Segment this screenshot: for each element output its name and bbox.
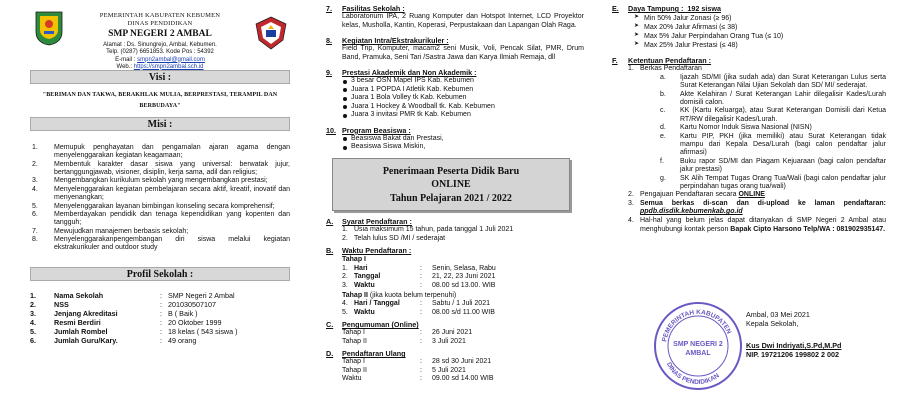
school-name: SMP NEGERI 2 AMBAL — [108, 29, 212, 40]
school-phone: Telp. (0287) 6651853. Kode Pos : 54392 — [106, 49, 214, 56]
fasilitas-text: Laboratorium IPA, 2 Ruang Komputer dan Hotspot Internet, LCD Proyektor kelas, Musholla, Kantin, Koperasi, Perpustakaan dan Lapangan Olah Raga. — [342, 13, 584, 29]
table-row: 4. Resmi Berdiri : 20 Oktober 1999 — [30, 317, 222, 327]
list-item: Beasiswa Bakat dan Prestasi, — [342, 135, 584, 144]
list-item: ➤ Min 50% Jalur Zonasi (≥ 96) — [634, 14, 886, 23]
waktu-section: B. Waktu Pendaftaran : Tahap I 1. Hari : Senin, Selasa, Rabu 2. Tanggal : 21, 22, 23 Juni 2021 3. Waktu : 08.00 sd 13.00. WIB Tahap II (jika kuota belum terpenuhi) 4. Hari / Tanggal : Sabtu / 1 Juli 2021 5. Waktu : 08.00 s/d 11.00 WIB — [326, 246, 584, 317]
kegiatan-title: Kegiatan Intra/Ekstrakurikuler : — [342, 36, 449, 46]
table-row: 6. Jumlah Guru/Kary. : 49 orang — [30, 335, 197, 345]
daya-tampung-section: E. Daya Tampung : 192 siswa ➤ Min 50% Jalur Zonasi (≥ 96) ➤ Max 20% Jalur Afirmasi (≤ 38) ➤ Max 5% Jalur Perpindahan Orang Tua (≤ 10) ➤ Max 25% Jalur Prestasi (≤ 48) — [612, 4, 886, 50]
list-item: Juara 1 POPDA I Atletik Kab. Kebumen — [342, 86, 584, 95]
svg-text:SMP NEGERI 2: SMP NEGERI 2 — [673, 341, 723, 348]
prestasi-list — [326, 77, 584, 120]
list-item: Juara 1 Bola Volley tk Kab. Kebumen — [342, 94, 584, 103]
middle-panel — [302, 0, 594, 400]
list-item: g. SK Alih Tempat Tugas Orang Tua/Wali (bagi calon pendaftar jalur perpindahan tugas orang tua/wali) — [660, 174, 886, 190]
list-item: f. Buku rapor SD/MI dan Piagam Kejuaraan (bagi calon pendaftar jalur prestasi) — [660, 157, 886, 174]
email-link[interactable]: smpn2ambal@gmail.com — [137, 56, 205, 63]
list-item: 8. Menyelenggarakanpengembangan diri siswa melalui kegiatan ekstrakurikuler and outdoor study — [32, 236, 290, 252]
table-row: 1. Hari : Senin, Selasa, Rabu — [342, 264, 496, 272]
visi-statement: "BERIMAN DAN TAKWA, BERAKHLAK MULIA, BERPRESTASI, TERAMPIL DAN BERBUDAYA" — [42, 92, 278, 110]
school-logo-icon — [254, 16, 288, 50]
signature-name: Kus Dwi Indriyati,S.Pd,M.Pd — [746, 341, 842, 351]
svg-text:AMBAL: AMBAL — [685, 350, 711, 357]
berkas-list — [640, 74, 886, 191]
pengumuman-section: C. Pengumuman (Online) Tahap I : 26 Juni 2021 Tahap II : 3 Juli 2021 — [326, 320, 584, 346]
syarat-section: A. Syarat Pendaftaran : 1. Usia maksimum 15 tahun, pada tanggal 1 Juli 2021 2. Telah lulus SD /MI / sederajat — [326, 217, 584, 243]
signature-nip: NIP. 19721206 199802 2 002 — [746, 349, 839, 359]
website-link[interactable]: https://smpn2ambal.sch.id — [133, 63, 204, 70]
letterhead-text — [70, 12, 250, 71]
svg-text:PEMERINTAH KABUPATEN: PEMERINTAH KABUPATEN — [661, 308, 733, 343]
list-item: a. Ijazah SD/MI (jika sudah ada) dan Surat Keterangan Lulus serta Surat Keterangan Nilai Ujian Sekolah dan SD/ MI/ sederajat. — [660, 73, 886, 90]
list-item: 6. Memberdayakan pendidik dan tenaga kependidikan yang kopenten dan tangguh; — [32, 210, 290, 227]
prestasi-section: 9. Prestasi Akademik dan Non Akademik : 3 besar OSN Mapel IPS Kab. Kebumen Juara 1 POPDA I Atletik Kab. Kebumen Juara 1 Bola Volley tk Kab. Kebumen Juara 1 Hockey & Woodball tk. Kab. Kebumen Juara 3 invitasi PMR tk Kab. Kebumen — [326, 68, 584, 120]
list-item: 3. Mengembangkan kurikulum sekolah yang mengembangkan prestasi; — [32, 177, 268, 185]
list-item: 2. Pengajuan Pendaftaran secara ONLINE — [628, 191, 765, 199]
school-website: Web.: https://smpn2ambal.sch.id — [116, 63, 204, 70]
list-item: 3. Semua berkas di-scan dan di-upload ke laman pendaftaran: ppdb.disdik.kebumenkab.go.id — [628, 199, 886, 216]
list-item: c. KK (Kartu Keluarga), atau Surat Keterangan Domisili dari Ketua RT/RW dilegalisir Kades/Lurah. — [660, 107, 886, 123]
department-name: DINAS PENDIDIKAN — [127, 20, 193, 28]
list-item: b. Akte Kelahiran / Surat Keterangan Lahir dilegalisir Kades/Lurah domisili calon. — [660, 90, 886, 107]
table-row: Tahap II : 3 Juli 2021 — [342, 337, 466, 345]
signature-place-date: Ambal, 03 Mei 2021 — [746, 310, 810, 319]
letterhead — [30, 4, 290, 70]
profil-table — [30, 291, 238, 345]
signature-role: Kepala Sekolah, — [746, 318, 799, 328]
list-item: 5. Menyelenggarakan layanan bimbingan konseling secara komprehensif; — [32, 202, 275, 210]
list-item: 2. Telah lulus SD /MI / sederajat — [342, 234, 446, 242]
list-item: Beasiswa Siswa Miskin, — [342, 143, 584, 152]
ppdb-link[interactable]: ppdb.disdik.kebumenkab.go.id — [640, 208, 743, 216]
kegiatan-text: Field Trip, Komputer, macam2 seni Musik, Voli, Pencak Silat, PMR, Drum Band, Pramuka, Seni Tari /Sastra Jawa dan Karya Ilmiah Remaja, dll — [342, 45, 584, 61]
list-item: 7. Mewujudkan manajemen berbasis sekolah; — [32, 227, 189, 235]
list-item: Juara 3 invitasi PMR tk Kab. Kebumen — [342, 111, 584, 120]
fasilitas-section: 7. Fasilitas Sekolah : Laboratorium IPA, 2 Ruang Komputer dan Hotspot Internet, LCD Proyektor kelas, Musholla, Kantin, Koperasi, Perpustakaan dan Lapangan Olah Raga. — [326, 4, 584, 29]
table-row: 1. Nama Sekolah : SMP Negeri 2 Ambal — [30, 290, 235, 300]
table-row: Waktu : 09.00 sd 14.00 WIB — [342, 375, 494, 383]
profil-heading: Profil Sekolah : — [30, 267, 290, 281]
table-row: 3. Waktu : 08.00 sd 13.00. WIB — [342, 282, 496, 289]
kegiatan-section: 8. Kegiatan Intra/Ekstrakurikuler : Field Trip, Komputer, macam2 seni Musik, Voli, Pencak Silat, PMR, Drum Band, Pramuka, Seni Tari /Sastra Jawa dan Karya Ilmiah Remaja, dll — [326, 36, 584, 61]
list-item: ➤ Max 25% Jalur Prestasi (≤ 48) — [634, 41, 886, 50]
table-row: 2. Tanggal : 21, 22, 23 Juni 2021 — [342, 273, 496, 281]
misi-list — [30, 144, 290, 253]
kebumen-regency-logo-icon — [34, 10, 64, 46]
kuota-list — [612, 14, 886, 50]
signature-block — [746, 311, 841, 360]
table-row: Tahap I : 26 Juni 2021 — [342, 329, 473, 337]
table-row: Tahap I : 28 sd 30 Juni 2021 — [342, 358, 492, 366]
right-panel — [598, 0, 900, 400]
school-stamp-icon — [652, 300, 744, 392]
daftar-ulang-section: D. Pendaftaran Ulang Tahap I : 28 sd 30 Juni 2021 Tahap II : 5 Juli 2021 Waktu : 09.00 sd 14.00 WIB — [326, 349, 584, 384]
fasilitas-title: Fasilitas Sekolah : — [342, 4, 405, 13]
list-item: 1. Berkas Pendaftaran a. Ijazah SD/MI (jika sudah ada) dan Surat Keterangan Lulus serta Surat Keterangan Nilai Ujian Sekolah dan SD/ MI/ sederajat. b. Akte Kelahiran / Surat Keterangan Lahir dilegalisir Kades/Lurah domisili calon. c. KK (Kartu Keluarga), atau Surat Keterangan Domisili dari Ketua RT/RW dilegalisir Kades/Lurah. d. Kartu Nomor Induk Siswa Nasional (NISN) e. Kartu PIP, PKH (jika memiliki) atau Surat Keterangan tidak mampu dari Kepala Desa/Lurah (bagi calon pendaftar jalur afirmasi) f. Buku rapor SD/MI dan Piagam Kejuaraan (bagi calon pendaftar jalur prestasi) g. SK Alih Tempat Tugas Orang Tua/Wali (bagi calon pendaftar jalur perpindahan tugas orang tua/wali) — [628, 65, 886, 190]
table-row: Tahap II : 5 Juli 2021 — [342, 366, 466, 374]
list-item: 1. Usia maksimum 15 tahun, pada tanggal 1 Juli 2021 — [342, 226, 514, 234]
table-row: 5. Waktu : 08.00 s/d 11.00 WIB — [342, 308, 495, 316]
beasiswa-title: Program Beasiswa : — [342, 125, 411, 135]
list-item: ➤ Max 5% Jalur Perpindahan Orang Tua (≤ 10) — [634, 32, 886, 41]
beasiswa-section: 10. Program Beasiswa : Beasiswa Bakat dan Prestasi, Beasiswa Siswa Miskin, — [326, 126, 584, 152]
ppdb-banner: Penerimaan Peserta Didik Baru ONLINE Tahun Pelajaran 2021 / 2022 — [332, 158, 570, 212]
table-row: 4. Hari / Tanggal : Sabtu / 1 Juli 2021 — [342, 300, 490, 308]
list-item: d. Kartu Nomor Induk Siswa Nasional (NISN) — [660, 124, 812, 132]
list-item: 1. Memupuk penghayatan dan pengamalan ajaran agama dengan menyelenggarakan kegiatan keagamaan; — [32, 143, 290, 160]
list-item: Juara 1 Hockey & Woodball tk. Kab. Kebumen — [342, 103, 584, 112]
table-row: 3. Jenjang Akreditasi : B ( Baik ) — [30, 308, 198, 318]
prestasi-title: Prestasi Akademik dan Non Akademik : — [342, 68, 477, 78]
list-item: 4. Hal-hal yang belum jelas dapat ditanyakan di SMP Negeri 2 Ambal atau menghubungi kontak person Bapak Cipto Harsono Telp/WA : 081902935147. — [628, 216, 886, 233]
list-item: e. Kartu PIP, PKH (jika memiliki) atau Surat Keterangan tidak mampu dari Kepala Desa/Lurah (bagi calon pendaftar jalur afirmasi) — [660, 132, 886, 157]
svg-text:DINAS PENDIDIKAN: DINAS PENDIDIKAN — [664, 361, 721, 387]
beasiswa-list — [326, 135, 584, 152]
ketentuan-section: F. Ketentuan Pendaftaran : 1. Berkas Pendaftaran a. Ijazah SD/MI (jika sudah ada) dan Surat Keterangan Lulus serta Surat Keterangan Nilai Ujian Sekolah dan SD/ MI/ sederajat. b. Akte Kelahiran / Surat Keterangan Lahir dilegalisir Kades/Lurah domisili calon. c. KK (Kartu Keluarga), atau Surat Keterangan Domisili dari Ketua RT/RW dilegalisir Kades/Lurah. d. Kartu Nomor Induk Siswa Nasional (NISN) e. Kartu PIP, PKH (jika memiliki) atau Surat Keterangan tidak mampu dari Kepala Desa/Lurah (bagi calon pendaftar jalur afirmasi) f. Buku rapor SD/MI dan Piagam Kejuaraan (bagi calon pendaftar jalur prestasi) g. SK Alih Tempat Tugas Orang Tua/Wali (bagi calon pendaftar jalur perpindahan tugas orang tua/wali) 2. Pengajuan Pendaftaran secara ONLINE 3. Semua berkas di-scan dan di-upload ke laman pendaftaran: ppdb.disdik.kebumenkab.go.id 4. Hal-hal yang belum jelas dapat ditanyakan di SMP Negeri 2 Ambal atau menghubungi kontak person Bapak Cipto Harsono Telp/WA : 081902935147. — [612, 56, 886, 233]
misi-heading: Misi : — [30, 117, 290, 131]
left-panel — [0, 0, 298, 400]
list-item: 2. Membentuk karakter dasar siswa yang universal: berwatak jujur, bertanggungjawab, visioner, disiplin, kerja sama, adil dan religius; — [32, 160, 290, 176]
table-row: 2. NSS : 201030507107 — [30, 299, 216, 309]
table-row: 5. Jumlah Rombel : 18 kelas ( 543 siswa ) — [30, 326, 238, 336]
government-name: PEMERINTAH KABUPATEN KEBUMEN — [99, 12, 221, 19]
list-item: ➤ Max 20% Jalur Afirmasi (≤ 38) — [634, 23, 886, 32]
school-address: Alamat : Ds. Sinungrejo, Ambal, Kebumen. — [103, 42, 217, 49]
visi-heading: Visi : — [30, 70, 290, 84]
list-item: 4. Menyelenggarakan kegiatan pembelajaran secara aktif, kreatif, inovatif dan menyenangkan; — [32, 185, 290, 202]
list-item: 3 besar OSN Mapel IPS Kab. Kebumen — [342, 77, 584, 86]
school-email: E-mail : smpn2ambal@gmail.com — [115, 56, 205, 63]
